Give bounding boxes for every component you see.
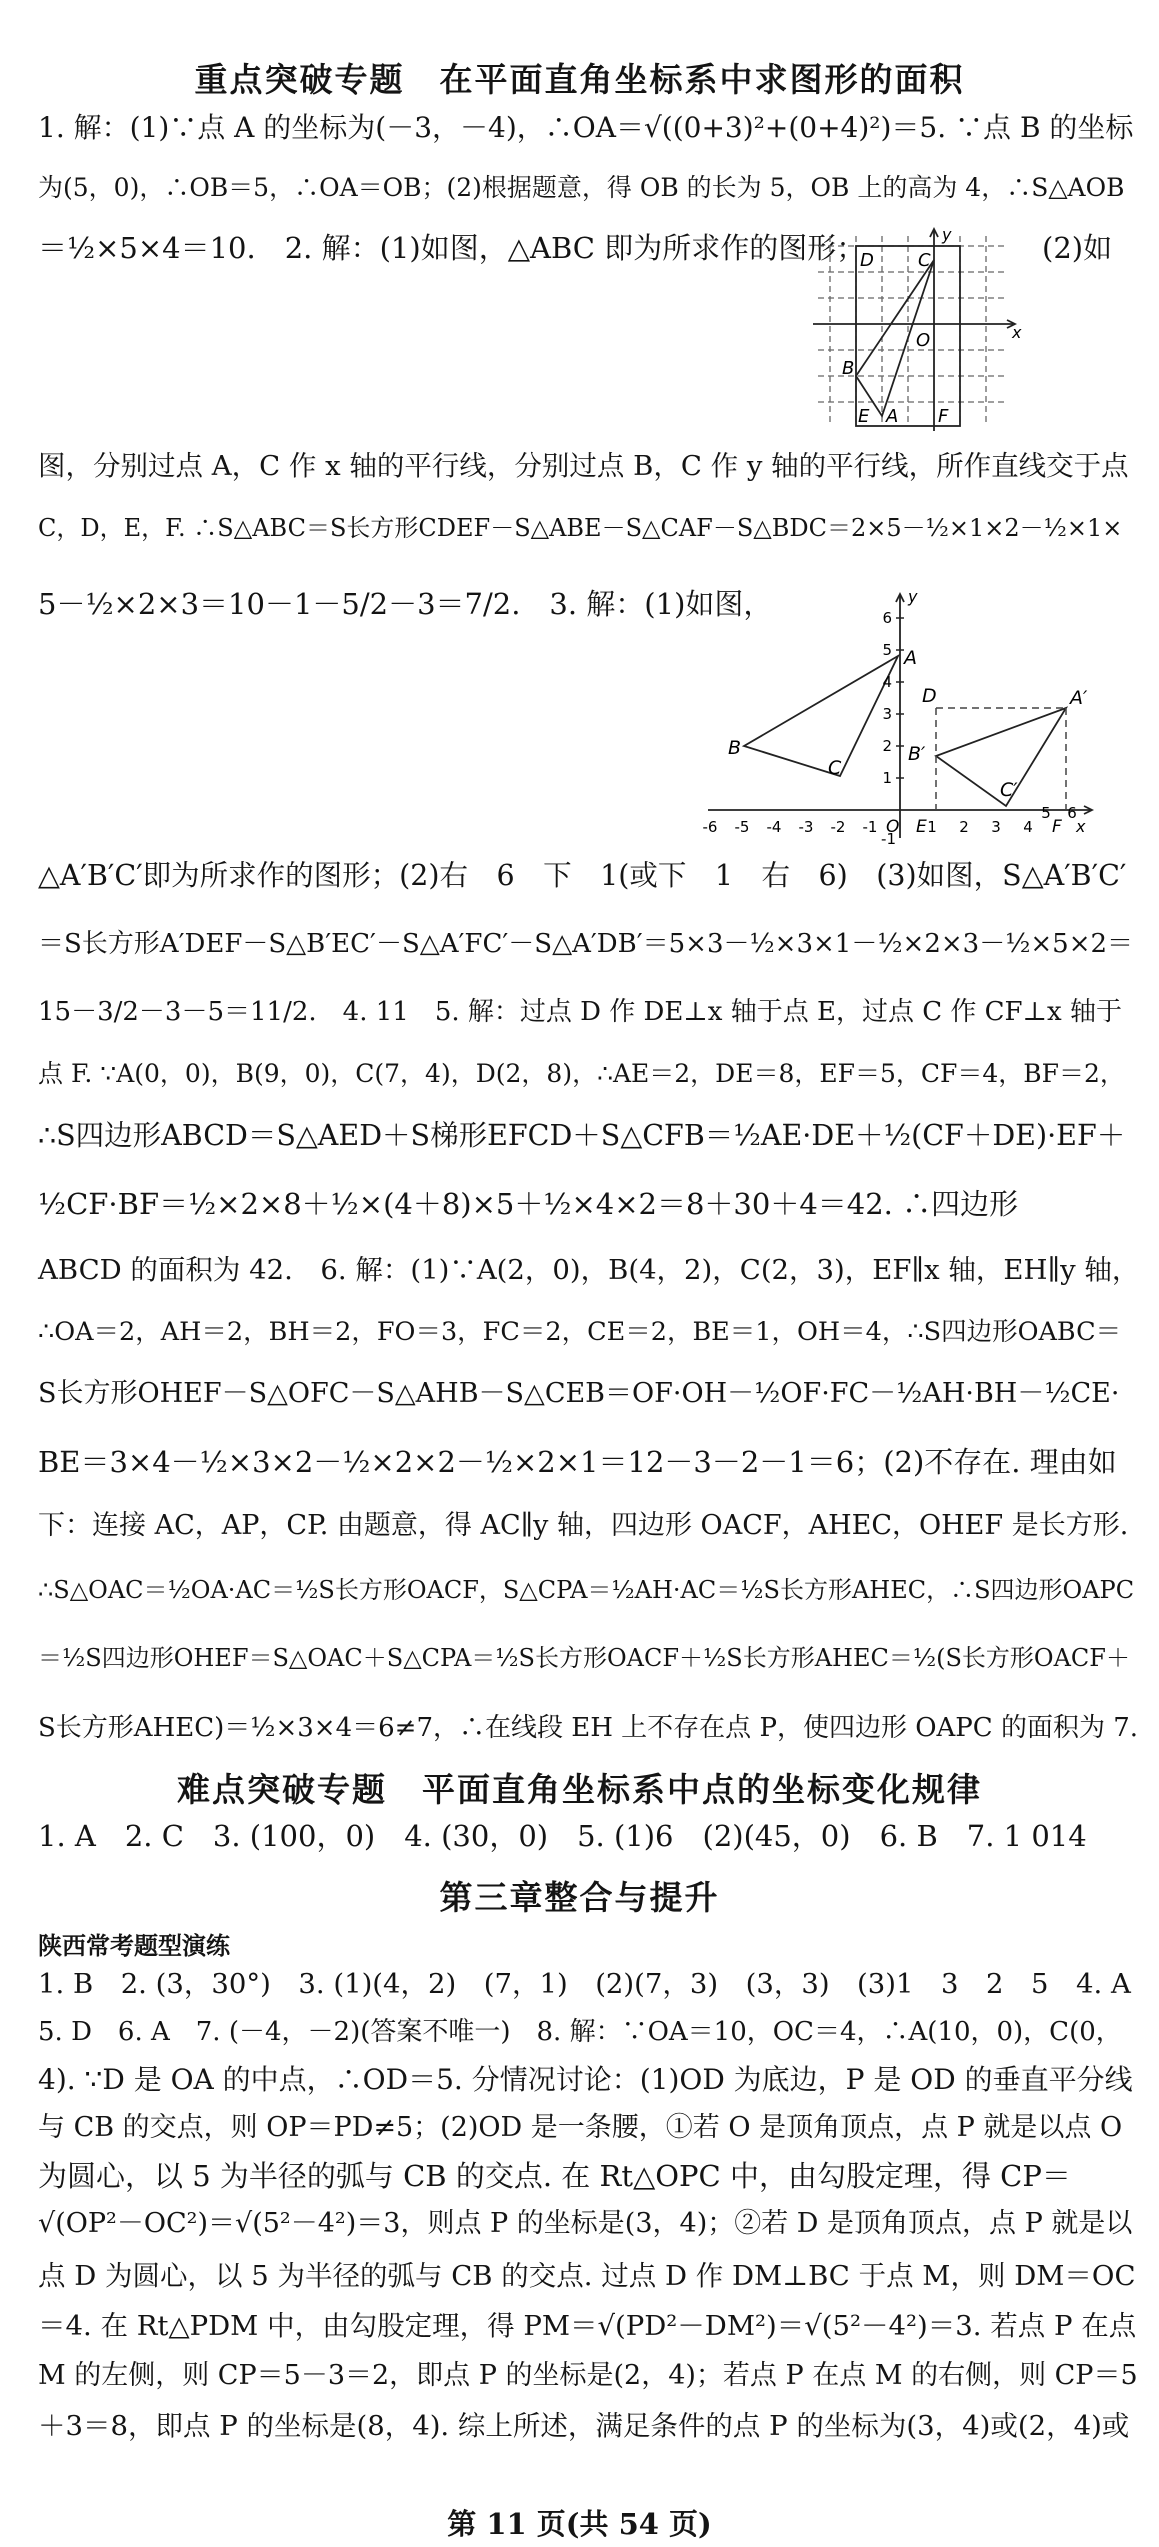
x-tick-label: 5 xyxy=(1041,804,1051,822)
chapter-title: 第三章整合与提升 xyxy=(439,1878,720,1917)
point-label-o: O xyxy=(886,817,900,837)
text-line: 4). ∵D 是 OA 的中点，∴OD＝5. 分情况讨论：(1)OD 为底边，P 是 OD 的垂直平分线 xyxy=(38,2063,1133,2096)
text-line: 为(5，0)，∴OB＝5，∴OA＝OB；(2)根据题意，得 OB 的长为 5，OB 上的高为 4，∴S△AOB xyxy=(38,173,1125,202)
text-line: △A′B′C′即为所求作的图形；(2)右 6 下 1(或下 1 右 6) (3)如图，S△A′B′C′ xyxy=(38,859,1127,892)
text-line: ＋3＝8，即点 P 的坐标是(8，4). 综上所述，满足条件的点 P 的坐标为(3，4)或(2，4)或 xyxy=(38,2410,1130,2442)
point-label-d: D xyxy=(922,685,937,707)
axis-y-label: y xyxy=(908,588,918,606)
point-label-a: A xyxy=(904,647,917,669)
point-label-f: F xyxy=(938,406,949,427)
text-line: ½CF·BF＝½×2×8＋½×(4＋8)×5＋½×4×2＝8＋30＋4＝42. ∴四边形 xyxy=(38,1187,1019,1221)
text-line: ＝4. 在 Rt△PDM 中，由勾股定理，得 PM＝√(PD²－DM²)＝√(5²－4²)＝3. 若点 P 在点 xyxy=(38,2310,1137,2342)
text-line: 5－½×2×3＝10－1－5/2－3＝7/2. 3. 解：(1)如图， xyxy=(38,587,773,621)
x-tick-label: 2 xyxy=(959,818,969,836)
section-title-area: 重点突破专题 在平面直角坐标系中求图形的面积 xyxy=(194,60,965,99)
section-title-coordinates: 难点突破专题 平面直角坐标系中点的坐标变化规律 xyxy=(177,1770,982,1809)
page-number: 第 11 页(共 54 页) xyxy=(447,2507,712,2541)
text-line: 1. B 2. (3，30°) 3. (1)(4，2) (7，1) (2)(7，3) (3，3) (3)1 3 2 5 4. A xyxy=(38,1968,1131,2000)
y-tick-label: 5 xyxy=(882,641,892,659)
point-label-a-prime: A′ xyxy=(1070,687,1088,709)
text-line: S长方形AHEC)＝½×3×4＝6≠7，∴在线段 EH 上不存在点 P，使四边形 OAPC 的面积为 7. xyxy=(38,1713,1139,1743)
x-tick-label: 6 xyxy=(1067,804,1077,822)
text-line: M 的左侧，则 CP＝5－3＝2，即点 P 的坐标是(2，4)；若点 P 在点 M 的右侧，则 CP＝5 xyxy=(38,2360,1138,2391)
point-label-e: E xyxy=(858,406,870,427)
section-heading: 陕西常考题型演练 xyxy=(38,1932,230,1960)
text-line: 点 F. ∵A(0，0)，B(9，0)，C(7，4)，D(2，8)，∴AE＝2，DE＝8，EF＝5，CF＝4，BF＝2， xyxy=(38,1059,1125,1088)
text-line: ＝S长方形A′DEF－S△B′EC′－S△A′FC′－S△A′DB′＝5×3－½×3×1－½×2×3－½×5×2＝ xyxy=(38,929,1134,959)
text-line: BE＝3×4－½×3×2－½×2×2－½×2×1＝12－3－2－1＝6；(2)不存在. 理由如 xyxy=(38,1445,1117,1479)
text-line: C，D，E，F. ∴S△ABC＝S长方形CDEF－S△ABE－S△CAF－S△BDC＝2×5－½×1×2－½×1× xyxy=(38,514,1123,542)
text-line: 图，分别过点 A，C 作 x 轴的平行线，分别过点 B，C 作 y 轴的平行线，所作直线交于点 xyxy=(38,450,1129,482)
y-tick-label: 4 xyxy=(882,673,892,691)
x-tick-label: -1 xyxy=(862,818,878,836)
axis-y-label: y xyxy=(942,226,952,244)
point-label-b: B xyxy=(842,358,855,379)
text-line: S长方形OHEF－S△OFC－S△AHB－S△CEB＝OF·OH－½OF·FC－½AH·BH－½CE· xyxy=(38,1378,1120,1409)
point-label-b: B xyxy=(728,737,742,759)
x-tick-label: -3 xyxy=(798,818,814,836)
point-label-b-prime: B′ xyxy=(908,743,926,765)
y-tick-label: 2 xyxy=(882,737,892,755)
text-line: 15－3/2－3－5＝11/2. 4. 11 5. 解：过点 D 作 DE⊥x 轴于点 E，过点 C 作 CF⊥x 轴于 xyxy=(38,997,1122,1027)
text-line: ∴S△OAC＝½OA·AC＝½S长方形OACF，S△CPA＝½AH·AC＝½S长方形AHEC，∴S四边形OAPC xyxy=(38,1576,1135,1604)
figure-translated-triangle xyxy=(700,588,1100,848)
text-line: 1. 解：(1)∵点 A 的坐标为(－3，－4)，∴OA＝√((0+3)²+(0+4)²)＝5. ∵点 B 的坐标 xyxy=(38,111,1134,144)
point-label-c-prime: C′ xyxy=(1000,779,1018,801)
y-tick-label: -1 xyxy=(881,830,896,848)
axis-x-label: x xyxy=(1012,323,1022,342)
x-tick-label: -6 xyxy=(702,818,718,836)
text-line: 下：连接 AC，AP，CP. 由题意，得 AC∥y 轴，四边形 OACF，AHEC，OHEF 是长方形. xyxy=(38,1510,1129,1541)
point-label-c: C xyxy=(918,250,931,271)
text-line: 1. A 2. C 3. (100，0) 4. (30，0) 5. (1)6 (2)(45，0) 6. B 7. 1 014 xyxy=(38,1819,1087,1853)
y-tick-label: 3 xyxy=(882,705,892,723)
text-line: (2)如 xyxy=(1042,231,1113,265)
text-line: ABCD 的面积为 42. 6. 解：(1)∵A(2，0)，B(4，2)，C(2，3)，EF∥x 轴，EH∥y 轴， xyxy=(38,1254,1140,1286)
figure-triangle-abc xyxy=(808,226,1028,436)
point-label-c: C xyxy=(828,757,842,779)
text-line: 5. D 6. A 7. (－4，－2)(答案不唯一) 8. 解：∵OA＝10，OC＝4，∴A(10，0)，C(0， xyxy=(38,2017,1122,2047)
x-tick-label: 3 xyxy=(991,818,1001,836)
y-tick-label: 6 xyxy=(882,609,892,627)
text-line: ＝½×5×4＝10. 2. 解：(1)如图，△ABC 即为所求作的图形； xyxy=(38,231,866,265)
text-line: 为圆心，以 5 为半径的弧与 CB 的交点. 在 Rt△OPC 中，由勾股定理，得 CP＝ xyxy=(38,2159,1071,2193)
point-label-d: D xyxy=(860,250,874,271)
x-tick-label: -2 xyxy=(830,818,846,836)
y-tick-label: 1 xyxy=(882,769,892,787)
text-line: 点 D 为圆心，以 5 为半径的弧与 CB 的交点. 过点 D 作 DM⊥BC 于点 M，则 DM＝OC xyxy=(38,2260,1136,2292)
x-tick-label: -4 xyxy=(766,818,782,836)
text-line: √(OP²－OC²)＝√(5²－4²)＝3，则点 P 的坐标是(3，4)；②若 D 是顶角顶点，点 P 就是以 xyxy=(38,2208,1133,2239)
text-line: ＝½S四边形OHEF＝S△OAC＋S△CPA＝½S长方形OACF＋½S长方形AHEC＝½(S长方形OACF＋ xyxy=(38,1644,1130,1672)
point-label-e: E xyxy=(916,817,927,837)
point-label-a: A xyxy=(886,406,899,427)
text-line: ∴OA＝2，AH＝2，BH＝2，FO＝3，FC＝2，CE＝2，BE＝1，OH＝4，∴S四边形OABC＝ xyxy=(38,1317,1122,1347)
x-tick-label: -5 xyxy=(734,818,750,836)
point-label-f: F xyxy=(1052,817,1062,837)
point-label-o: O xyxy=(916,330,931,351)
x-tick-label: 4 xyxy=(1023,818,1033,836)
x-tick-label: 1 xyxy=(927,818,937,836)
text-line: ∴S四边形ABCD＝S△AED＋S梯形EFCD＋S△CFB＝½AE·DE＋½(CF＋DE)·EF＋ xyxy=(38,1119,1126,1152)
axis-x-label: x xyxy=(1076,817,1086,836)
text-line: 与 CB 的交点，则 OP＝PD≠5；(2)OD 是一条腰，①若 O 是顶角顶点，点 P 就是以点 O xyxy=(38,2112,1123,2143)
